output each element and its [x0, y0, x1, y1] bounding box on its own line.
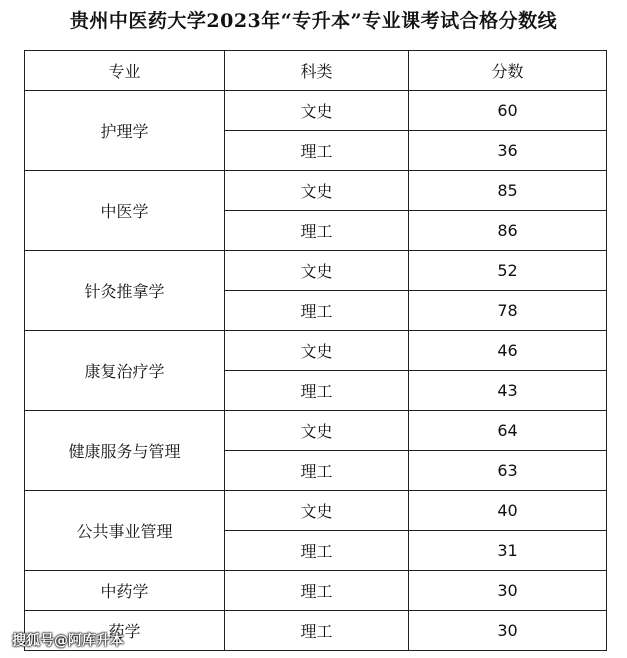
table-body [25, 91, 607, 651]
major-cell: 康复治疗学 [25, 331, 225, 411]
major-cell: 中医学 [25, 171, 225, 251]
category-cell: 文史 [225, 171, 409, 211]
table-row [25, 91, 607, 131]
score-cell: 52 [409, 251, 607, 291]
score-cell: 30 [409, 611, 607, 651]
table-row [25, 571, 607, 611]
score-cell: 85 [409, 171, 607, 211]
score-cell: 40 [409, 491, 607, 531]
category-cell: 理工 [225, 291, 409, 331]
page-title: 贵州中医药大学2023年“专升本”专业课考试合格分数线 [69, 10, 558, 32]
major-cell: 针灸推拿学 [25, 251, 225, 331]
category-cell: 理工 [225, 531, 409, 571]
major-cell: 公共事业管理 [25, 491, 225, 571]
category-cell: 理工 [225, 211, 409, 251]
category-cell: 文史 [225, 331, 409, 371]
score-cell: 31 [409, 531, 607, 571]
table-row [25, 411, 607, 451]
watermark: 搜狐号@阿库升本 [12, 633, 124, 649]
score-cell: 86 [409, 211, 607, 251]
score-cell: 43 [409, 371, 607, 411]
table-row [25, 171, 607, 211]
header-category: 科类 [225, 51, 409, 91]
major-cell: 护理学 [25, 91, 225, 171]
category-cell: 理工 [225, 371, 409, 411]
category-cell: 文史 [225, 91, 409, 131]
category-cell: 文史 [225, 491, 409, 531]
score-cell: 60 [409, 91, 607, 131]
category-cell: 理工 [225, 131, 409, 171]
score-cell: 36 [409, 131, 607, 171]
table-header-row [25, 51, 607, 91]
category-cell: 理工 [225, 571, 409, 611]
score-table [24, 50, 607, 651]
category-cell: 理工 [225, 611, 409, 651]
category-cell: 理工 [225, 451, 409, 491]
table-row [25, 251, 607, 291]
score-cell: 46 [409, 331, 607, 371]
category-cell: 文史 [225, 411, 409, 451]
table-row [25, 331, 607, 371]
score-cell: 78 [409, 291, 607, 331]
header-score: 分数 [409, 51, 607, 91]
category-cell: 文史 [225, 251, 409, 291]
table-row [25, 491, 607, 531]
score-cell: 30 [409, 571, 607, 611]
score-cell: 63 [409, 451, 607, 491]
major-cell: 中药学 [25, 571, 225, 611]
major-cell: 健康服务与管理 [25, 411, 225, 491]
header-major: 专业 [25, 51, 225, 91]
score-cell: 64 [409, 411, 607, 451]
major-cell: 药学 [25, 611, 225, 651]
